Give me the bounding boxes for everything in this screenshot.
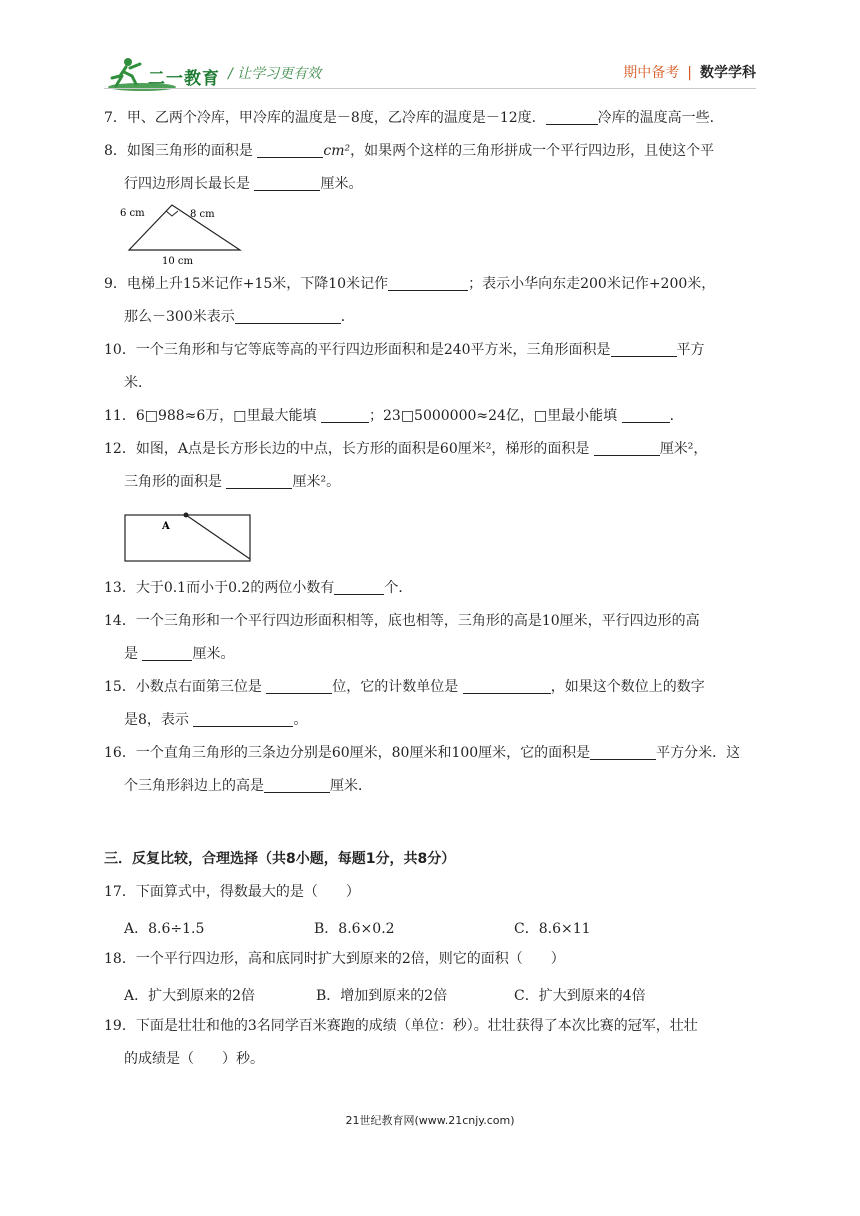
question-16: 16．一个直角三角形的三条边分别是60厘米，80厘米和100厘米，它的面积是 平方分米．这 个三角形斜边上的高是 厘米． <box>104 737 758 803</box>
blank <box>463 675 551 694</box>
question-10: 10．一个三角形和与它等底等高的平行四边形面积和是240平方米，三角形面积是 平方 米． <box>104 334 758 400</box>
option-c: C．扩大到原来的4倍 <box>514 988 646 1004</box>
blank <box>546 106 598 125</box>
blank <box>254 172 320 191</box>
page-header <box>0 0 860 100</box>
question-13: 13．大于0.1而小于0.2的两位小数有 个． <box>104 572 758 605</box>
section-3-title: 三．反复比较，合理选择（共8小题，每题1分，共8分） <box>104 851 456 867</box>
blank <box>264 774 330 793</box>
header-slogan: / 让学习更有效 <box>228 66 322 82</box>
blank <box>388 272 468 291</box>
subject-tag: 数学学科 <box>700 65 756 81</box>
blank <box>193 708 293 727</box>
logo-text: 二一教育 <box>148 69 220 89</box>
blank <box>334 576 384 595</box>
side-c-label: 10 cm <box>162 256 193 266</box>
option-b: B．8.6×0.2 <box>314 921 395 937</box>
question-17: 17．下面算式中，得数最大的是（ ） <box>104 884 360 900</box>
blank <box>266 675 332 694</box>
triangle-figure <box>116 198 256 266</box>
blank <box>594 437 660 456</box>
blank <box>226 470 292 489</box>
rectangle-figure <box>122 510 254 564</box>
point-a-label: A <box>162 521 170 532</box>
blank <box>590 741 656 760</box>
blank <box>321 404 369 423</box>
option-b: B．增加到原来的2倍 <box>316 988 448 1004</box>
blank <box>622 404 670 423</box>
question-18: 18．一个平行四边形，高和底同时扩大到原来的2倍，则它的面积（ ） <box>104 951 565 967</box>
exam-tag: 期中备考 <box>623 65 680 81</box>
header-divider <box>104 88 756 89</box>
blank <box>235 305 341 324</box>
page-footer: 21世纪教育网(www.21cnjy.com) <box>345 1114 515 1127</box>
side-a-label: 6 cm <box>120 208 145 219</box>
header-separator: | <box>687 65 692 81</box>
question-7: 7．甲、乙两个冷库，甲冷库的温度是－8度，乙冷库的温度是－12度． 冷库的温度高一些． <box>104 102 758 135</box>
option-a: A．8.6÷1.5 <box>124 921 205 937</box>
question-11: 11．6□988≈6万，□里最大能填 ；23□5000000≈24亿，□里最小能填 ． <box>104 400 758 433</box>
option-c: C．8.6×11 <box>514 921 591 937</box>
blank <box>142 642 192 661</box>
question-12: 12．如图，A点是长方形长边的中点，长方形的面积是60厘米²，梯形的面积是 厘米²， 三角形的面积是 厘米²。 <box>104 433 758 499</box>
question-8: 8．如图三角形的面积是 cm²，如果两个这样的三角形拼成一个平行四边形，且使这个平 行四边形周长最长是 厘米。 <box>104 135 758 201</box>
question-19: 19．下面是壮壮和他的3名同学百米赛跑的成绩（单位：秒）。壮壮获得了本次比赛的冠军，壮壮 的成绩是（ ）秒。 <box>104 1018 698 1067</box>
header-right <box>623 62 756 82</box>
blank <box>257 139 323 158</box>
blank <box>611 338 677 357</box>
question-9: 9．电梯上升15米记作+15米，下降10米记作 ；表示小华向东走200米记作+200米， 那么－300米表示 ． <box>104 268 758 334</box>
side-b-label: 8 cm <box>190 209 215 220</box>
option-a: A．扩大到原来的2倍 <box>124 988 256 1004</box>
question-14: 14．一个三角形和一个平行四边形面积相等，底也相等，三角形的高是10厘米，平行四边形的高 是 厘米。 <box>104 613 700 662</box>
question-15: 15．小数点右面第三位是 位，它的计数单位是 ，如果这个数位上的数字 是8，表示 。 <box>104 671 758 737</box>
